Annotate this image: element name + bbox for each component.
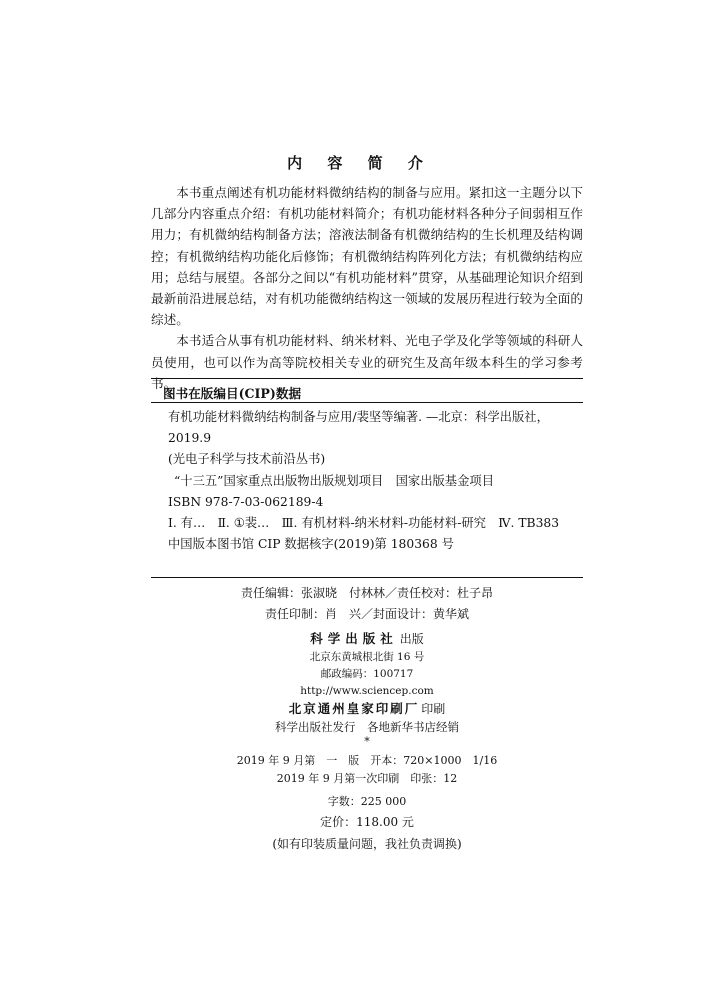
page-title: 内 容 简 介 [287, 154, 433, 172]
publisher-website: http://www.sciencep.com [300, 685, 434, 697]
printer-name: 北京通州皇家印刷厂 [288, 701, 420, 716]
imprint-block [151, 630, 583, 748]
cip-number: 中国版本图书馆 CIP 数据核字(2019)第 180368 号 [168, 537, 454, 552]
edition-row: 2019 年 9 月第一次印刷 印张：12 [276, 772, 458, 785]
word-count: 字数：225 000 [327, 795, 407, 808]
publisher-suffix: 出版 [399, 632, 424, 646]
edition-row: 2019 年 9 月第 一 版 开本：720×1000 1/16 [236, 754, 498, 767]
distribution-line: 科学出版社发行 各地新华书店经销 [275, 720, 459, 734]
quality-notice: (如有印装质量问题，我社负责调换) [272, 837, 462, 851]
cip-heading: 图书在版编目(CIP)数据 [163, 386, 302, 401]
summary-paragraph: 本书重点阐述有机功能材料微纳结构的制备与应用。紧扣这一主题分以下几部分内容重点介绍：有机功能材料简介；有机功能材料各种分子间弱相互作用力；有机微纳结构制备方法；溶液法制备有机微纳结构的生长机理及结构调控；有机微纳结构功能化后修饰；有机微纳结构阵列化方法；有机微纳结构应用；总结与展望。各部分之间以“有机功能材料”贯穿，从基础理论知识介绍到最新前沿进展总结，对有机功能微纳结构这一领域的发展历程进行较为全面的综述。 [151, 185, 583, 328]
cip-series: (光电子科学与技术前沿丛书) [168, 452, 326, 467]
printer-suffix: 印刷 [421, 702, 446, 716]
summary-section [151, 182, 583, 394]
separator-star: * [364, 735, 370, 748]
divider [151, 378, 583, 379]
publisher-postcode: 邮政编码：100717 [320, 668, 414, 680]
divider [151, 402, 583, 403]
price: 定价：118.00 元 [320, 815, 414, 829]
publisher-line [151, 630, 583, 649]
cip-projects: “十三五”国家重点出版物出版规划项目 国家出版基金项目 [174, 473, 494, 488]
cip-book-line: 有机功能材料微纳结构制备与应用/裴坚等编著. —北京：科学出版社，2019.9 [168, 410, 549, 446]
publisher-name: 科学出版社 [310, 631, 398, 646]
divider [151, 577, 583, 578]
edition-block [151, 752, 583, 788]
credits-block [151, 583, 583, 625]
cip-isbn: ISBN 978-7-03-062189-4 [168, 494, 324, 509]
cip-classification: Ⅰ. 有… Ⅱ. ①裴… Ⅲ. 有机材料-纳米材料-功能材料-研究 Ⅳ. TB383 [168, 516, 560, 531]
summary-paragraph: 本书适合从事有机功能材料、纳米材料、光电子学及化学等领域的科研人员使用，也可以作为高等院校相关专业的研究生及高年级本科生的学习参考书。 [151, 333, 583, 391]
publisher-address: 北京东黄城根北街 16 号 [309, 651, 425, 663]
credits-line: 责任印制：肖 兴／封面设计：黄华斌 [264, 607, 469, 621]
cip-data-block [168, 407, 578, 555]
credits-line: 责任编辑：张淑晓 付林林／责任校对：杜子昂 [240, 586, 493, 600]
printer-line [151, 700, 583, 719]
